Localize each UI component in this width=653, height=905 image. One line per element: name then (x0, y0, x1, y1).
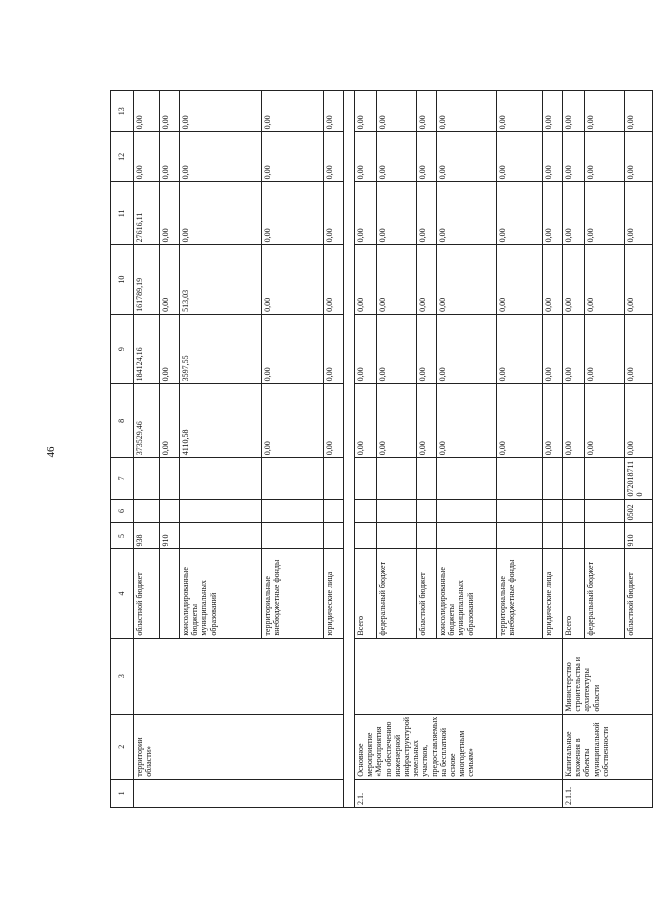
cell-c5 (324, 523, 344, 549)
column-header: 9 (111, 314, 134, 384)
cell-c4: федеральный бюджет (377, 549, 417, 638)
responsible-cell (134, 638, 344, 714)
cell-c10: 0,00 (262, 245, 324, 315)
cell-c6 (497, 499, 543, 523)
cell-c10: 0,00 (625, 245, 653, 315)
cell-c13: 0,00 (134, 91, 160, 132)
table-row (563, 91, 585, 808)
cell-c8: 0,00 (497, 384, 543, 458)
item-name-cell: Капитальные вложения в объекты муниципальной собственности (563, 714, 653, 779)
cell-c10: 0,00 (160, 245, 180, 315)
cell-c9: 0,00 (543, 314, 563, 384)
cell-c13: 0,00 (543, 91, 563, 132)
cell-c4: областной бюджет (134, 549, 160, 638)
cell-c9: 3597,55 (180, 314, 262, 384)
cell-c5: 910 (160, 523, 180, 549)
cell-c6 (134, 499, 160, 523)
cell-c8: 0,00 (437, 384, 497, 458)
cell-c8: 0,00 (417, 384, 437, 458)
cell-c12: 0,00 (180, 132, 262, 182)
cell-c6 (543, 499, 563, 523)
cell-c10: 0,00 (543, 245, 563, 315)
cell-c7 (134, 458, 160, 499)
cell-c4: областной бюджет (417, 549, 437, 638)
column-header: 3 (111, 638, 134, 714)
cell-c8: 373529,46 (134, 384, 160, 458)
item-name-cell: территории области» (134, 714, 344, 779)
cell-c13: 0,00 (437, 91, 497, 132)
cell-c13: 0,00 (377, 91, 417, 132)
cell-c10: 161789,19 (134, 245, 160, 315)
cell-c6 (437, 499, 497, 523)
cell-c8: 0,00 (262, 384, 324, 458)
cell-c12: 0,00 (134, 132, 160, 182)
cell-c4 (160, 549, 180, 638)
cell-c9: 0,00 (355, 314, 377, 384)
separator-cell (344, 91, 355, 808)
column-header: 10 (111, 245, 134, 315)
cell-c5 (497, 523, 543, 549)
cell-c9: 0,00 (625, 314, 653, 384)
cell-c5: 938 (134, 523, 160, 549)
cell-c7 (417, 458, 437, 499)
cell-c11: 0,00 (355, 182, 377, 245)
header-row (111, 91, 134, 808)
cell-c9: 0,00 (563, 314, 585, 384)
cell-c7 (377, 458, 417, 499)
cell-c11: 0,00 (377, 182, 417, 245)
column-header: 8 (111, 384, 134, 458)
cell-c7 (585, 458, 625, 499)
cell-c11: 0,00 (543, 182, 563, 245)
cell-c11: 27616,11 (134, 182, 160, 245)
cell-c13: 0,00 (355, 91, 377, 132)
cell-c12: 0,00 (355, 132, 377, 182)
cell-c7 (563, 458, 585, 499)
cell-c5 (437, 523, 497, 549)
cell-c6 (160, 499, 180, 523)
cell-c11: 0,00 (180, 182, 262, 245)
cell-c11: 0,00 (625, 182, 653, 245)
cell-c12: 0,00 (324, 132, 344, 182)
cell-c5 (417, 523, 437, 549)
cell-c4: юридические лица (543, 549, 563, 638)
cell-c10: 0,00 (324, 245, 344, 315)
cell-c5 (585, 523, 625, 549)
cell-c4: Всего (355, 549, 377, 638)
cell-c10: 0,00 (437, 245, 497, 315)
cell-c7: 0720187110 (625, 458, 653, 499)
row-number-cell (134, 779, 344, 807)
cell-c5: 910 (625, 523, 653, 549)
cell-c10: 0,00 (377, 245, 417, 315)
cell-c13: 0,00 (497, 91, 543, 132)
cell-c4: юридические лица (324, 549, 344, 638)
cell-c13: 0,00 (324, 91, 344, 132)
rotated-table-container (110, 90, 645, 808)
cell-c11: 0,00 (262, 182, 324, 245)
cell-c13: 0,00 (625, 91, 653, 132)
cell-c8: 0,00 (377, 384, 417, 458)
responsible-cell: Министерство строительства и архитектуры области (563, 638, 653, 714)
cell-c8: 0,00 (160, 384, 180, 458)
column-header: 5 (111, 523, 134, 549)
responsible-cell (355, 638, 563, 714)
cell-c4: консолидированные бюджеты муниципальных образований (437, 549, 497, 638)
cell-c13: 0,00 (180, 91, 262, 132)
cell-c13: 0,00 (417, 91, 437, 132)
column-header: 12 (111, 132, 134, 182)
cell-c12: 0,00 (543, 132, 563, 182)
cell-c13: 0,00 (160, 91, 180, 132)
cell-c7 (324, 458, 344, 499)
column-header: 6 (111, 499, 134, 523)
cell-c7 (160, 458, 180, 499)
cell-c5 (543, 523, 563, 549)
cell-c8: 0,00 (563, 384, 585, 458)
cell-c7 (262, 458, 324, 499)
cell-c6: 0502 (625, 499, 653, 523)
column-header: 7 (111, 458, 134, 499)
cell-c5 (563, 523, 585, 549)
row-number-cell: 2.1. (355, 779, 563, 807)
column-header: 2 (111, 714, 134, 779)
cell-c12: 0,00 (497, 132, 543, 182)
row-number-cell: 2.1.1. (563, 779, 653, 807)
cell-c13: 0,00 (262, 91, 324, 132)
cell-c7 (543, 458, 563, 499)
table-row (355, 91, 377, 808)
cell-c6 (324, 499, 344, 523)
cell-c11: 0,00 (497, 182, 543, 245)
cell-c7 (355, 458, 377, 499)
cell-c10: 0,00 (417, 245, 437, 315)
cell-c5 (377, 523, 417, 549)
cell-c6 (377, 499, 417, 523)
cell-c4: территориальные внебюджетные фонды (262, 549, 324, 638)
item-name-cell: Основное мероприятие «Мероприятия по обеспечению инженерной инфраструктурой земельных участков, предоставляемых на бесплатной основе многодетным семьям» (355, 714, 563, 779)
cell-c12: 0,00 (377, 132, 417, 182)
column-header: 1 (111, 779, 134, 807)
cell-c9: 0,00 (585, 314, 625, 384)
cell-c12: 0,00 (585, 132, 625, 182)
cell-c6 (180, 499, 262, 523)
cell-c12: 0,00 (625, 132, 653, 182)
cell-c11: 0,00 (417, 182, 437, 245)
cell-c12: 0,00 (417, 132, 437, 182)
cell-c12: 0,00 (437, 132, 497, 182)
cell-c12: 0,00 (262, 132, 324, 182)
cell-c10: 0,00 (355, 245, 377, 315)
cell-c8: 0,00 (585, 384, 625, 458)
column-header: 11 (111, 182, 134, 245)
cell-c9: 0,00 (497, 314, 543, 384)
cell-c5 (180, 523, 262, 549)
cell-c11: 0,00 (160, 182, 180, 245)
cell-c11: 0,00 (585, 182, 625, 245)
table-row (134, 91, 160, 808)
cell-c10: 513,03 (180, 245, 262, 315)
cell-c8: 0,00 (543, 384, 563, 458)
column-header: 4 (111, 549, 134, 638)
cell-c9: 184124,16 (134, 314, 160, 384)
cell-c8: 0,00 (355, 384, 377, 458)
cell-c10: 0,00 (563, 245, 585, 315)
cell-c6 (355, 499, 377, 523)
cell-c4: территориальные внебюджетные фонды (497, 549, 543, 638)
cell-c10: 0,00 (497, 245, 543, 315)
budget-table (110, 90, 653, 808)
cell-c5 (355, 523, 377, 549)
cell-c9: 0,00 (324, 314, 344, 384)
cell-c12: 0,00 (563, 132, 585, 182)
cell-c9: 0,00 (417, 314, 437, 384)
cell-c4: консолидированные бюджеты муниципальных образований (180, 549, 262, 638)
cell-c13: 0,00 (585, 91, 625, 132)
page-number: 46 (45, 446, 57, 458)
separator-row (344, 91, 355, 808)
cell-c9: 0,00 (377, 314, 417, 384)
column-header: 13 (111, 91, 134, 132)
cell-c4: областной бюджет (625, 549, 653, 638)
cell-c4: Всего (563, 549, 585, 638)
cell-c5 (262, 523, 324, 549)
cell-c6 (585, 499, 625, 523)
cell-c6 (417, 499, 437, 523)
cell-c7 (437, 458, 497, 499)
cell-c7 (497, 458, 543, 499)
cell-c11: 0,00 (437, 182, 497, 245)
cell-c7 (180, 458, 262, 499)
cell-c8: 0,00 (324, 384, 344, 458)
cell-c12: 0,00 (160, 132, 180, 182)
cell-c4: федеральный бюджет (585, 549, 625, 638)
cell-c11: 0,00 (563, 182, 585, 245)
cell-c8: 4110,58 (180, 384, 262, 458)
cell-c9: 0,00 (437, 314, 497, 384)
cell-c6 (262, 499, 324, 523)
cell-c8: 0,00 (625, 384, 653, 458)
cell-c13: 0,00 (563, 91, 585, 132)
cell-c11: 0,00 (324, 182, 344, 245)
cell-c9: 0,00 (160, 314, 180, 384)
cell-c6 (563, 499, 585, 523)
cell-c10: 0,00 (585, 245, 625, 315)
cell-c9: 0,00 (262, 314, 324, 384)
